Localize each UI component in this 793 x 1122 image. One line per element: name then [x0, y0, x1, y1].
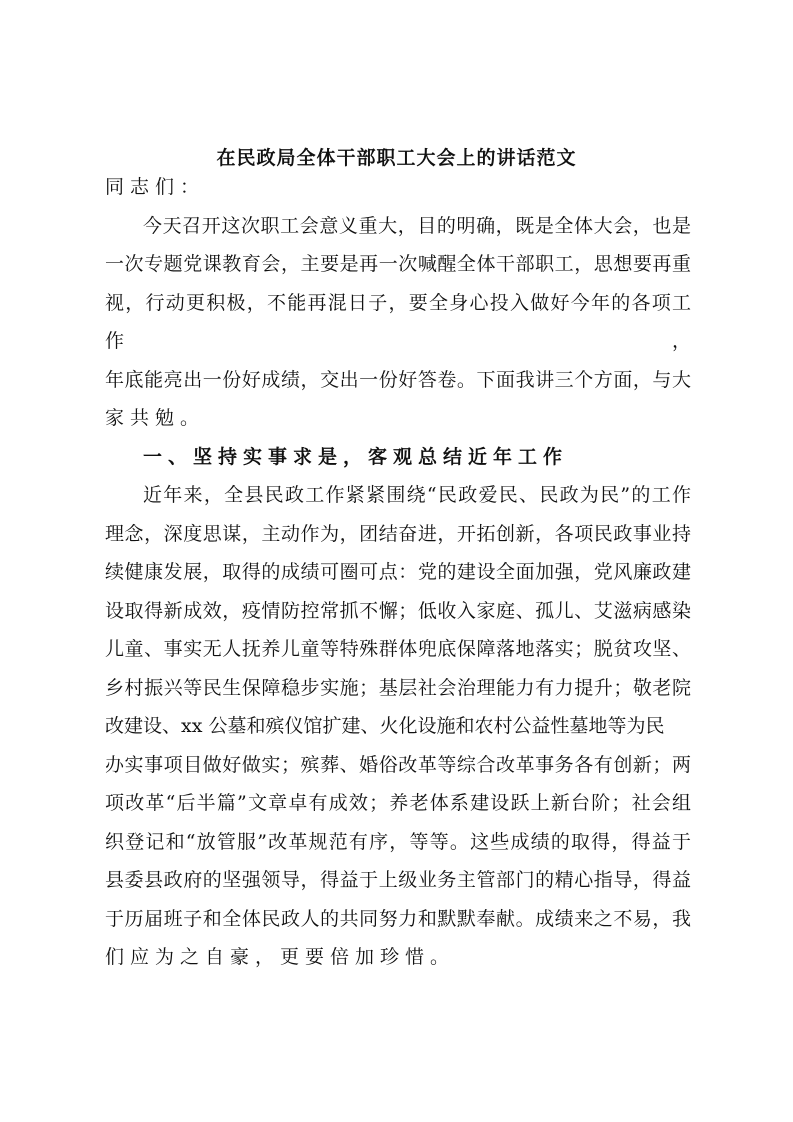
paragraph-line: 年底能亮出一份好成绩，交出一份好答卷。下面我讲三个方面，与大 — [105, 368, 691, 391]
section-heading: 一、坚持实事求是，客观总结近年工作 — [143, 445, 569, 468]
paragraph-line: 续健康发展，取得的成绩可圈可点：党的建设全面加强，党风廉政建 — [105, 561, 691, 583]
paragraph-line: 项改革“后半篇”文章卓有成效；养老体系建设跃上新台阶；社会组 — [105, 792, 691, 814]
paragraph-line: 理念，深度思谋，主动作为，团结奋进，开拓创新，各项民政事业持 — [105, 522, 691, 545]
paragraph-line: 今天召开这次职工会意义重大，目的明确，既是全体大会，也是 — [143, 214, 691, 237]
paragraph-line: 县委县政府的坚强领导，得益于上级业务主管部门的精心指导，得益 — [105, 869, 691, 891]
paragraph-line: 乡村振兴等民生保障稳步实施；基层社会治理能力有力提升；敬老院 — [105, 676, 691, 699]
document-title: 在民政局全体干部职工大会上的讲话范文 — [216, 147, 577, 169]
document-body — [105, 168, 691, 977]
paragraph-line: 家共勉。 — [105, 407, 206, 429]
paragraph-line: 设取得新成效，疫情防控常抓不懈；低收入家庭、孤儿、艾滋病感染 — [105, 599, 691, 622]
paragraph-line: 于历届班子和全体民政人的共同努力和默默奉献。成绩来之不易，我 — [105, 907, 691, 930]
paragraph-line: 办实事项目做好做实；殡葬、婚俗改革等综合改革事务各有创新；两 — [105, 753, 691, 776]
salutation: 同志们： — [105, 176, 206, 198]
paragraph-line: 织登记和“放管服”改革规范有序，等等。这些成绩的取得，得益于 — [105, 830, 691, 853]
paragraph-line: 改建设、xx 公墓和殡仪馆扩建、火化设施和农村公益性墓地等为民 — [105, 715, 665, 737]
paragraph-line: 近年来，全县民政工作紧紧围绕“民政爱民、民政为民”的工作 — [143, 484, 691, 506]
paragraph-line: 视，行动更积极，不能再混日子，要全身心投入做好今年的各项工作， — [105, 291, 691, 352]
paragraph-line: 们应为之自豪，更要倍加珍惜。 — [105, 946, 456, 968]
paragraph-line: 一次专题党课教育会，主要是再一次喊醒全体干部职工，思想要再重 — [105, 253, 691, 275]
paragraph-line: 儿童、事实无人抚养儿童等特殊群体兜底保障落地落实；脱贫攻坚、 — [105, 638, 691, 660]
